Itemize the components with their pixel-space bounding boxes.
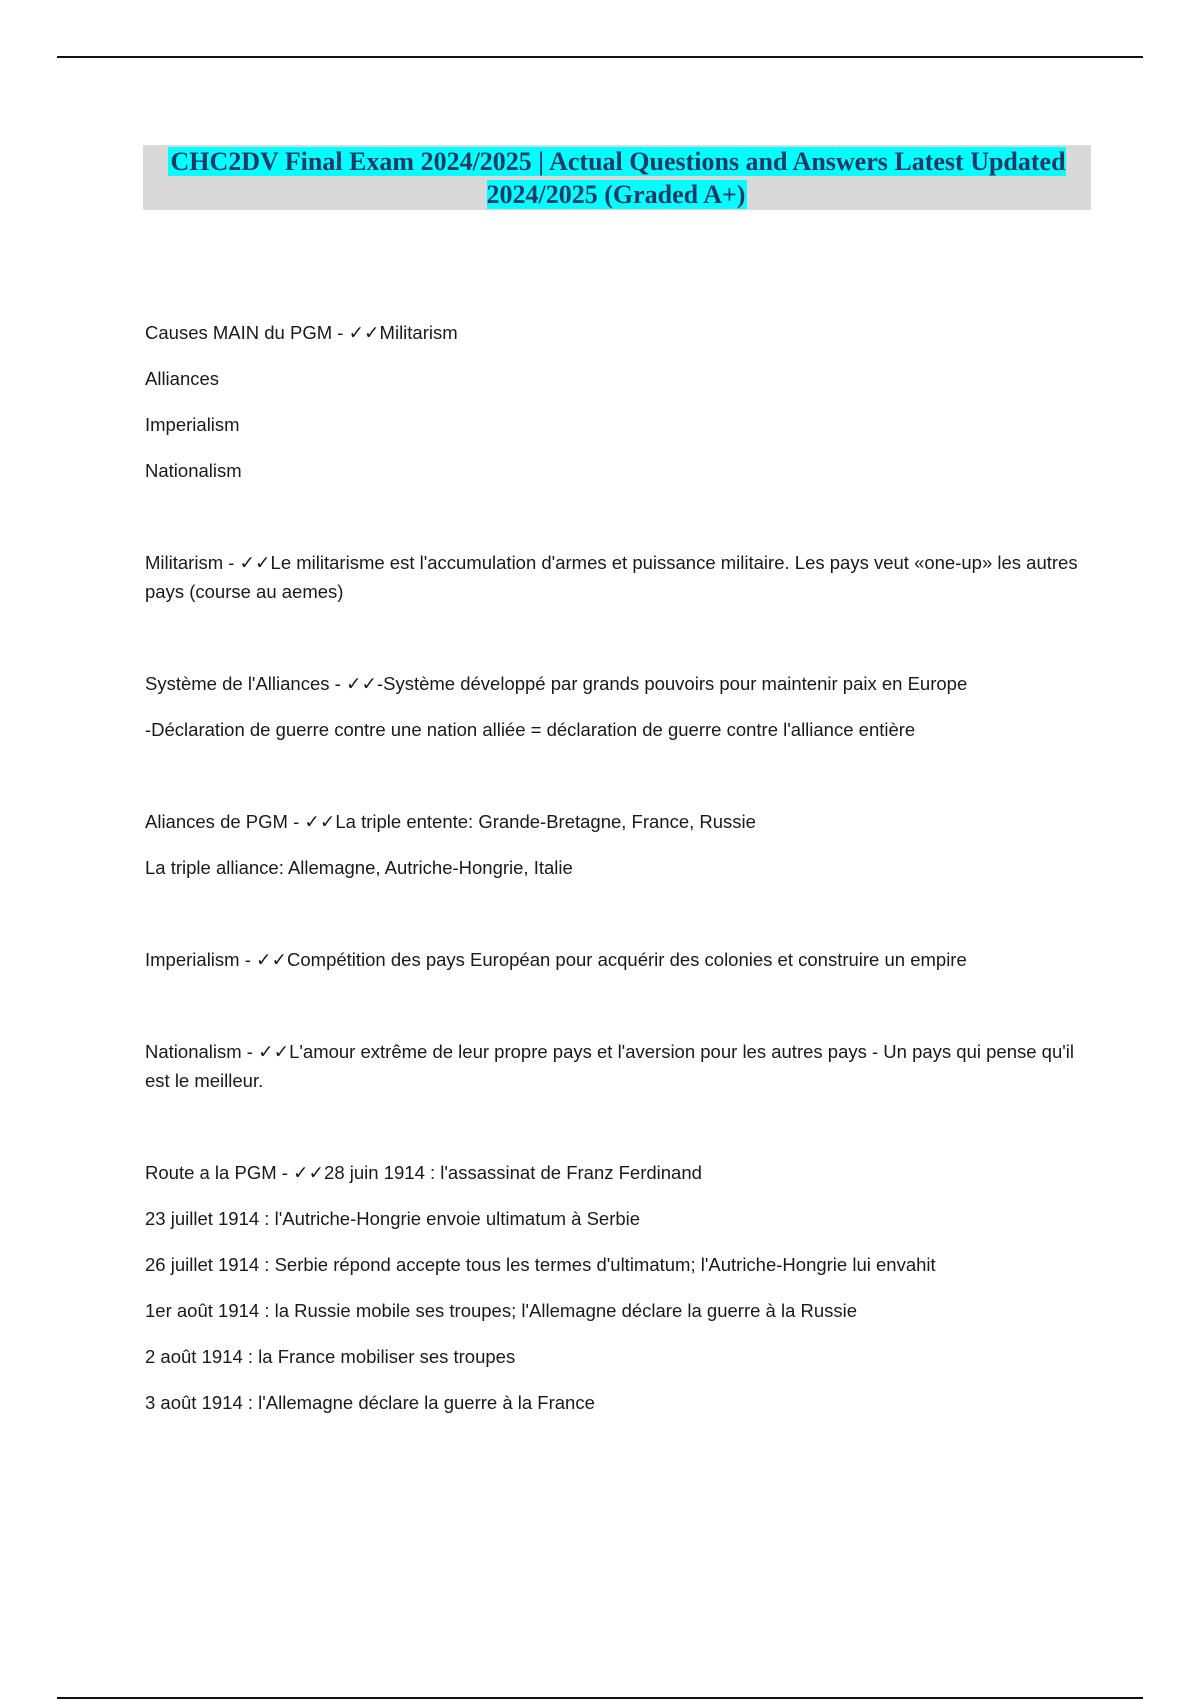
qa-line: Causes MAIN du PGM - ✓✓Militarism <box>145 322 458 343</box>
qa-line: 23 juillet 1914 : l'Autriche-Hongrie envoie ultimatum à Serbie <box>145 1208 641 1229</box>
qa-entry-militarism <box>145 548 1095 606</box>
page-header-rule <box>57 56 1143 58</box>
qa-line: Nationalism - ✓✓L'amour extrême de leur propre pays et l'aversion pour les autres pays - Un pays qui pense qu'il est le meilleur. <box>145 1041 1075 1091</box>
title-banner <box>143 145 1091 210</box>
qa-line: 2 août 1914 : la France mobiliser ses troupes <box>145 1346 516 1367</box>
qa-entry-nationalism <box>145 1037 1095 1095</box>
document-title <box>143 145 1091 211</box>
qa-entry-alliance-system <box>145 669 1095 744</box>
qa-line: 3 août 1914 : l'Allemagne déclare la guerre à la France <box>145 1392 595 1413</box>
qa-line: Imperialism <box>145 414 240 435</box>
qa-line: Nationalism <box>145 460 242 481</box>
qa-line: 1er août 1914 : la Russie mobile ses troupes; l'Allemagne déclare la guerre à la Russie <box>145 1300 858 1321</box>
document-body <box>145 318 1095 1417</box>
qa-line: 26 juillet 1914 : Serbie répond accepte tous les termes d'ultimatum; l'Autriche-Hongrie lui envahit <box>145 1254 936 1275</box>
qa-line: Route a la PGM - ✓✓28 juin 1914 : l'assassinat de Franz Ferdinand <box>145 1162 702 1183</box>
qa-line: -Déclaration de guerre contre une nation alliée = déclaration de guerre contre l'alliance entière <box>145 719 916 740</box>
qa-entry-alliances-pgm <box>145 807 1095 882</box>
qa-line: Alliances <box>145 368 220 389</box>
qa-entry-imperialism <box>145 945 1095 974</box>
qa-entry-causes <box>145 318 1095 485</box>
page-footer-rule <box>57 1697 1143 1699</box>
document-title-text: CHC2DV Final Exam 2024/2025 | Actual Questions and Answers Latest Updated 2024/2025 (Graded A+) <box>170 146 1066 209</box>
qa-entry-route-pgm <box>145 1158 1095 1417</box>
qa-line: Aliances de PGM - ✓✓La triple entente: Grande-Bretagne, France, Russie <box>145 811 756 832</box>
qa-line: Militarism - ✓✓Le militarisme est l'accumulation d'armes et puissance militaire. Les pays veut «one-up» les autres pays (course au aemes) <box>145 552 1078 602</box>
qa-line: Imperialism - ✓✓Compétition des pays Européan pour acquérir des colonies et construire un empire <box>145 949 967 970</box>
qa-line: Système de l'Alliances - ✓✓-Système développé par grands pouvoirs pour maintenir paix en Europe <box>145 673 968 694</box>
qa-line: La triple alliance: Allemagne, Autriche-Hongrie, Italie <box>145 857 573 878</box>
